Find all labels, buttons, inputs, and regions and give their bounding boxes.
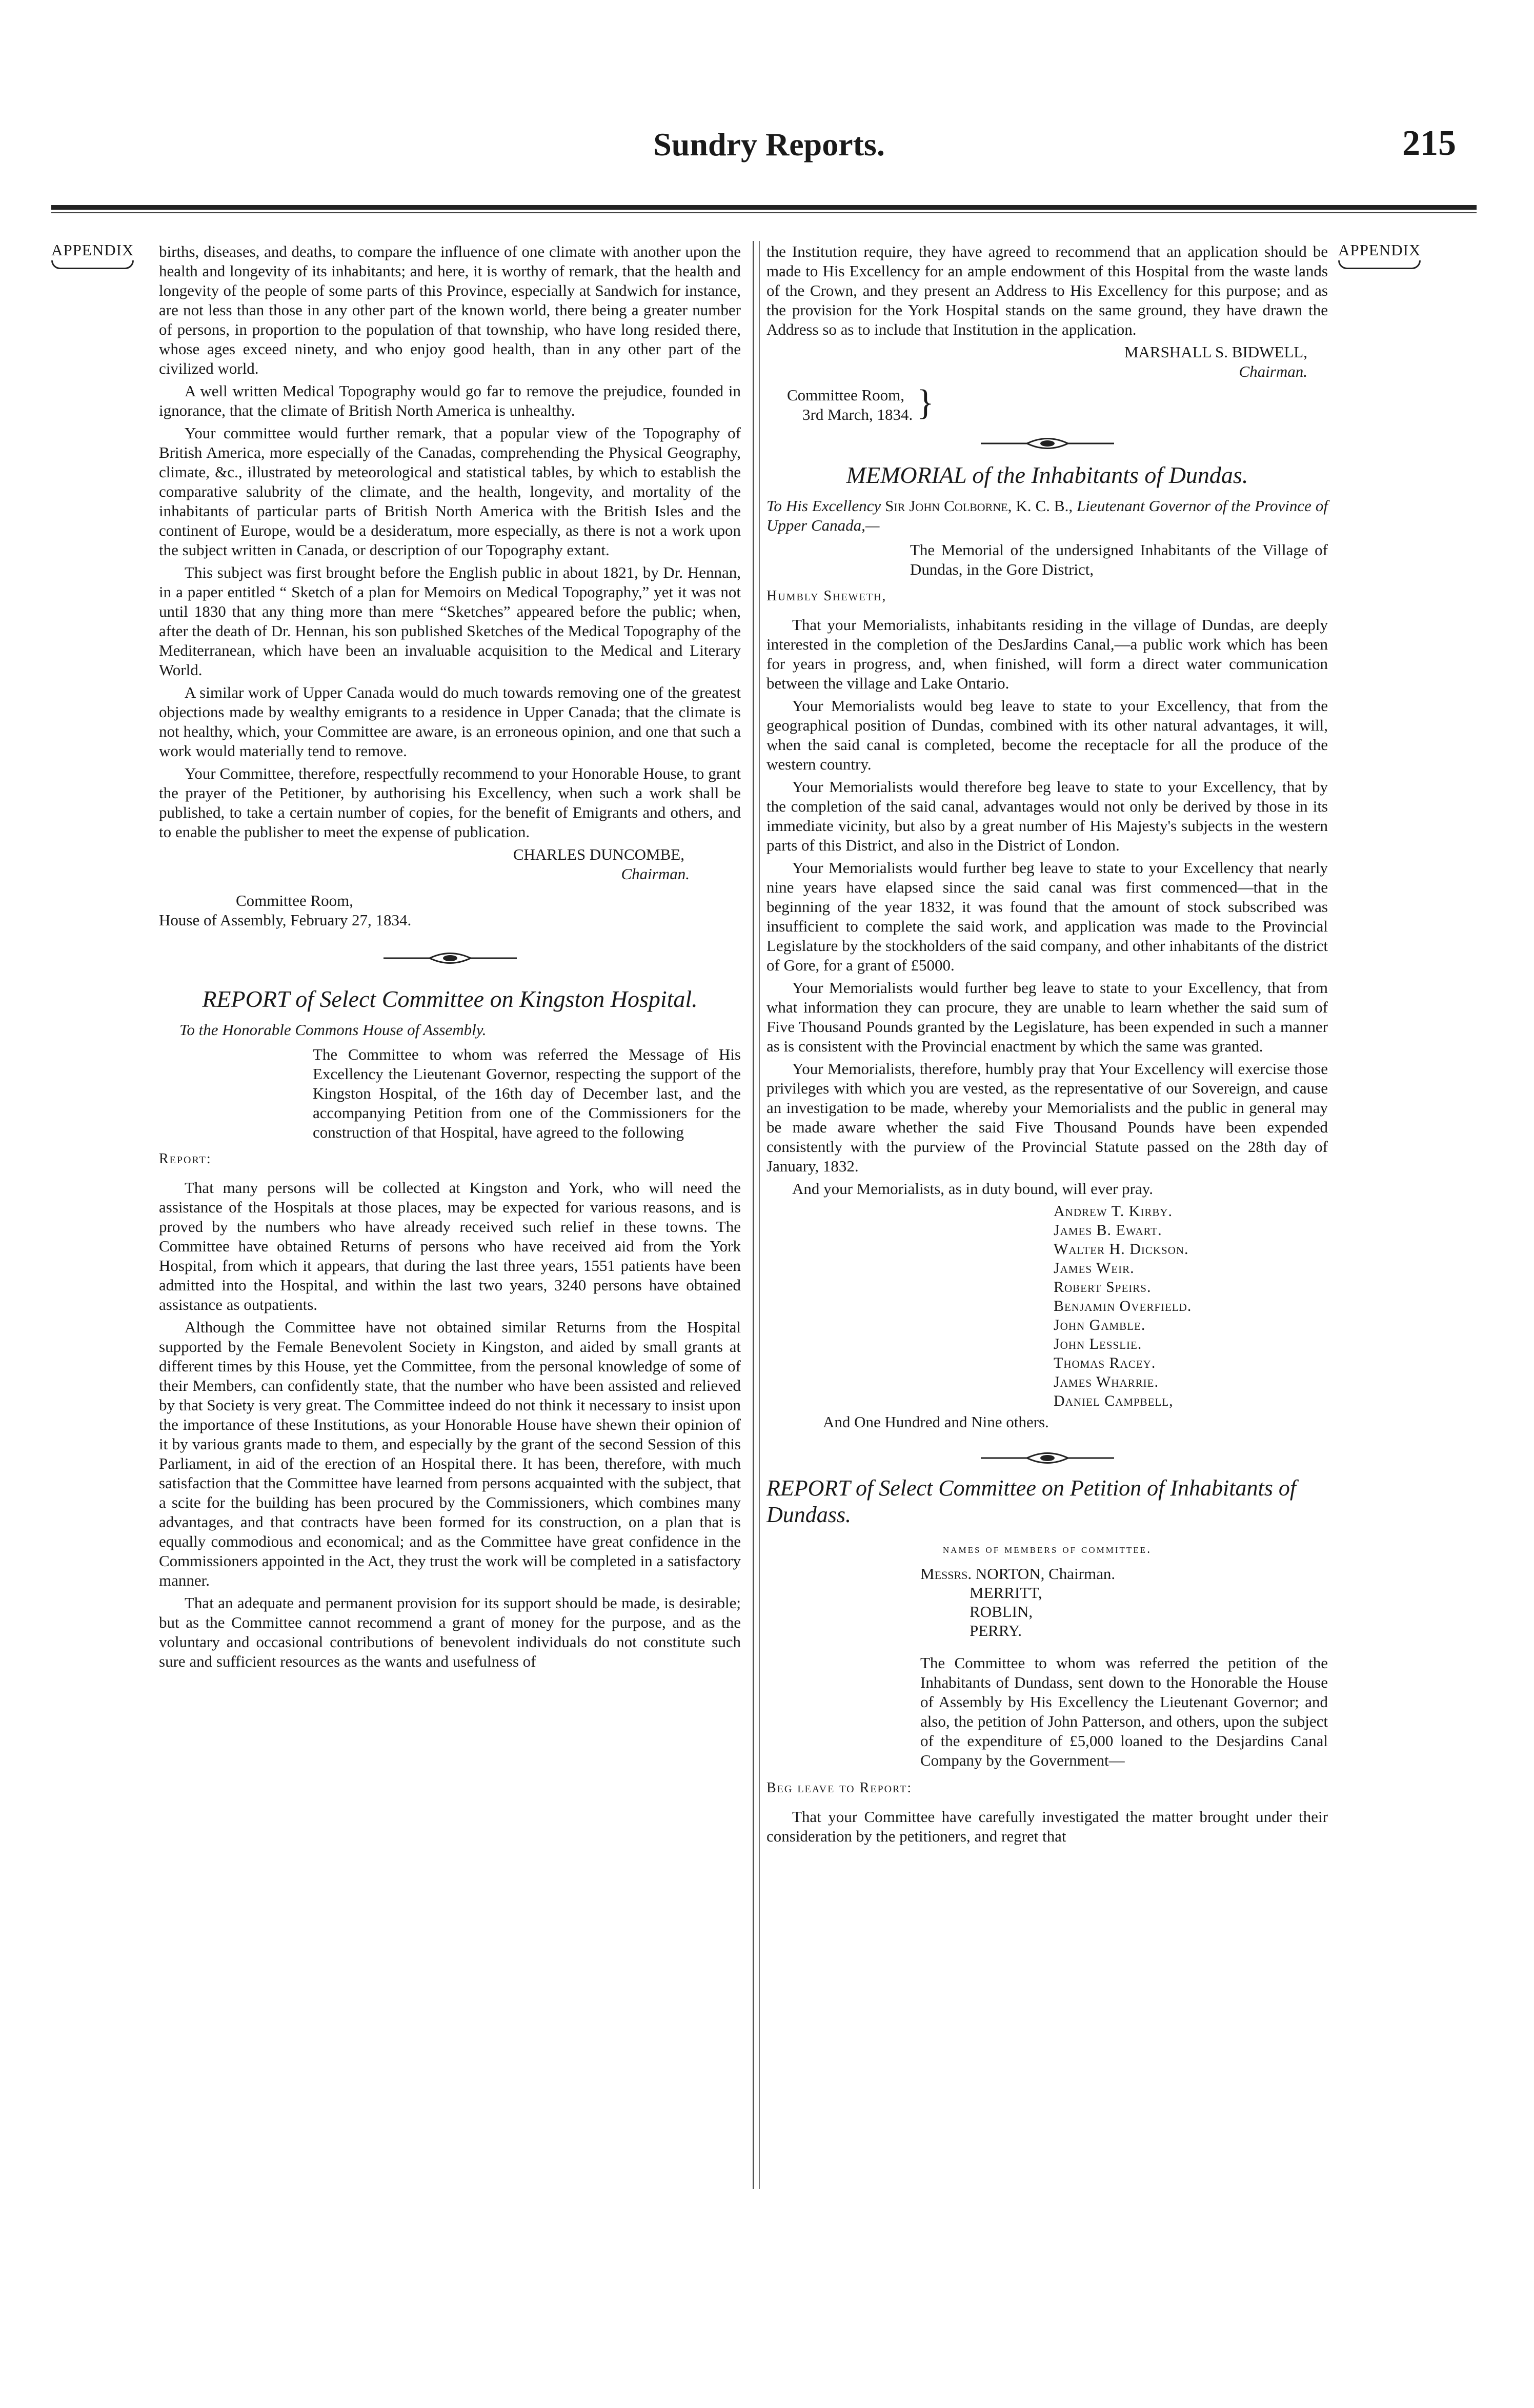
right-column <box>766 242 1328 1849</box>
header-rule-thin <box>51 212 1477 213</box>
ornament-divider-icon <box>159 950 741 966</box>
report-label: Report: <box>159 1151 212 1167</box>
signer-name: Robert Speirs. <box>1054 1279 1152 1296</box>
brace-decoration <box>51 260 134 269</box>
signers-list <box>1054 1202 1328 1410</box>
signature-name: MARSHALL S. BIDWELL, <box>1124 343 1307 361</box>
members-heading: names of members of committee. <box>942 1543 1152 1556</box>
member-row: Messrs. NORTON, Chairman. <box>920 1565 1116 1583</box>
place-line: Committee Room, <box>236 892 354 909</box>
date-lines <box>787 386 913 424</box>
paragraph: A well written Medical Topography would go far to remove the prejudice, founded in ignorance, that the climate of British North America is unhealthy. <box>159 382 741 419</box>
paragraph: the Institution require, they have agreed to recommend that an application should be made to His Excellency for an ample endowment of this Hospital from the waste lands of the Crown, and they present an Address to His Excellency for this purpose; and as the provision for the York Hospital stands on the same ground, they have drawn the Address so as to include that Institution in the application. <box>766 242 1328 338</box>
paragraph: And your Memorialists, as in duty bound, will ever pray. <box>792 1180 1153 1198</box>
page-number: 215 <box>1402 124 1456 163</box>
paragraph: This subject was first brought before the English public in about 1821, by Dr. Hennan, in a paper entitled “ Sketch of a plan for Memoirs on Medical Topography,” yet it was not until 1830 that any thing more than mere “Sketches” appeared before the public; when, after the death of Dr. Hennan, his son published Sketches of the Medical Topography of the Mediterranean, which have been an invaluable acquisition to the Medical and Literary World. <box>159 563 741 679</box>
appendix-label-left: APPENDIX <box>51 241 134 269</box>
intro-block: The Committee to whom was referred the Message of His Excellency the Lieutenant Governor, respecting the support of the Kingston Hospital, of the 16th day of December last, and the accompanying Petition from one of the Commissioners for the construction of that Hospital, have agreed to the following <box>313 1045 741 1141</box>
humbly-sheweth: Humbly Sheweth, <box>766 588 887 604</box>
report2-intro: The Committee to whom was referred the petition of the Inhabitants of Dundass, sent down to the Honorable the House of Assembly by His Excellency the Lieutenant Governor; and also, the petition of John Patterson, and others, upon the subject of the expenditure of £5,000 loaned to the Desjardins Canal Company by the Government— <box>920 1654 1328 1769</box>
signer-name: John Lesslie. <box>1054 1335 1142 1352</box>
address-line: To the Honorable Commons House of Assembly. <box>179 1021 487 1039</box>
signer-name: James Wharrie. <box>1054 1373 1159 1390</box>
signature-name: CHARLES DUNCOMBE, <box>513 845 684 863</box>
signature-role: Chairman. <box>1239 362 1307 380</box>
report-label: Beg leave to Report: <box>766 1780 913 1796</box>
place-date-line: House of Assembly, February 27, 1834. <box>159 911 412 929</box>
signer-name: Benjamin Overfield. <box>1054 1298 1192 1314</box>
ornament-divider-icon <box>766 436 1328 451</box>
signer-name: Walter H. Dickson. <box>1054 1241 1189 1258</box>
section-title: MEMORIAL of the Inhabitants of Dundas. <box>846 462 1248 488</box>
brace-icon: } <box>917 383 934 422</box>
member-row: PERRY. <box>970 1622 1022 1640</box>
column-divider <box>753 241 754 2189</box>
column-divider <box>759 241 760 2189</box>
brace-decoration <box>1338 260 1421 269</box>
paragraph: That many persons will be collected at Kingston and York, who will need the assistance of the Hospitals at those places, may be expected for various reasons, and is proved by the numbers who have already received such relief in these towns. The Committee have obtained Returns of persons who have received aid from the York Hospital, from which it appears, that during the last three years, 1551 patients have been admitted into the Hospital, and within the last two years, 3240 persons have obtained assistance as outpatients. <box>159 1179 741 1313</box>
section-title: REPORT of Select Committee on Petition of Inhabitants of Dundass. <box>766 1475 1297 1527</box>
paragraph: Your Memorialists would beg leave to state to your Excellency, that from the geographical position of Dundas, combined with its other natural advantages, it will, when the said canal is completed, become the receptacle for all the produce of the western country. <box>766 697 1328 773</box>
place-line: Committee Room, <box>787 386 905 404</box>
left-column <box>159 242 741 1674</box>
paragraph: That your Committee have carefully investigated the matter brought under their consideration by the petitioners, and regret that <box>766 1808 1328 1845</box>
paragraph: Your Memorialists, therefore, humbly pray that Your Excellency will exercise those privileges with which you are vested, as the representative of our Sovereign, and cause an investigation to be made, whereby your Memorialists and the public in general may be made aware whether the said Five Thousand Pounds have been expended consistently with the purview of the Provincial Statute passed on the 28th day of January, 1832. <box>766 1060 1328 1175</box>
paragraph: Your Committee, therefore, respectfully recommend to your Honorable House, to grant the prayer of the Petitioner, by authorising his Excellency, when such a work shall be published, to take a certain number of copies, for the benefit of Emigrants and others, and to enable the publisher to meet the expense of publication. <box>159 764 741 841</box>
appendix-label-right: APPENDIX <box>1338 241 1421 269</box>
signer-name: Andrew T. Kirby. <box>1054 1203 1173 1220</box>
paragraph: births, diseases, and deaths, to compare the influence of one climate with another upon the health and longevity of its inhabitants; and here, it is worthy of remark, that the health and longevity of the people of some parts of this Province, especially at Sandwich for instance, are not less than those in any other part of the known world, there being a greater number of persons, in proportion to the population of that township, who have long resided there, whose ages exceed ninety, and who enjoy good health, than in any other part of the civilized world. <box>159 242 741 377</box>
signer-name: James B. Ewart. <box>1054 1222 1162 1239</box>
signer-name: Thomas Racey. <box>1054 1354 1156 1371</box>
member-row: MERRITT, <box>970 1584 1042 1602</box>
running-title: Sundry Reports. <box>653 126 885 163</box>
ornament-divider-icon <box>766 1450 1328 1466</box>
paragraph: Your Memorialists would further beg leave to state to your Excellency, that from what information they can procure, they are unable to learn whether the said sum of Five Thousand Pounds granted by the Legislature, has been expended in such a manner as is consistent with the Provincial enactment by which the same was granted. <box>766 979 1328 1055</box>
address-line: To His Excellency Sir John Colborne, K. C. B., Lieutenant Governor of the Province of Upper Canada,— <box>766 497 1328 534</box>
paragraph: Your Memorialists would further beg leave to state to your Excellency that nearly nine years have elapsed since the said canal was first commenced—that in the beginning of the year 1832, it was found that the amount of stock subscribed was insufficient to complete the said work, and application was made to the Provincial Legislature by the stockholders of the said company, and other inhabitants of the district of Gore, for a grant of £5000. <box>766 859 1328 974</box>
signer-name: Daniel Campbell, <box>1054 1392 1174 1409</box>
section-title: REPORT of Select Committee on Kingston Hospital. <box>202 986 698 1012</box>
paragraph: Your committee would further remark, that a popular view of the Topography of British America, more especially of the Canadas, comprehending the Physical Geography, climate, &c., illustrated by meteorological and statistical tables, by which to establish the comparative salubrity of the climate, and the health, longevity, and mortality of the inhabitants of particular parts of British North America with the British Isles and the continent of Europe, would be a desideratum, more especially, as there is not a work upon the subject written in Canada, or description of our Topography extant. <box>159 424 741 559</box>
signer-name: James Weir. <box>1054 1260 1135 1277</box>
signature-role: Chairman. <box>621 865 690 883</box>
date-line: 3rd March, 1834. <box>802 406 913 423</box>
paragraph: A similar work of Upper Canada would do much towards removing one of the greatest objections made by wealthy emigrants to a residence in Upper Canada; that the climate is not healthy, which, your Committee are aware, is an erroneous opinion, and one that such a work would materially tend to remove. <box>159 683 741 760</box>
paragraph: Although the Committee have not obtained similar Returns from the Hospital supported by the Female Benevolent Society in Kingston, and aided by small grants at different times by this House, yet the Committee, from the personal knowledge of some of their Members, can confidently state, that the number who have been assisted and relieved by that Society is very great. The Committee indeed do not think it necessary to insist upon the importance of these Institutions, as your Honorable House have shewn their opinion of it by various grants made to them, and especially by the grant of the second Session of this Parliament, in aid of the erection of an Hospital there. It has been, therefore, with much satisfaction that the Committee have learned from persons acquainted with the subject, that a scite for the building has been procured by the Commissioners, which combines many advantages, and that contracts have been formed for its construction, on a plan that is equally commodious and economical; and as the Committee have great confidence in the Commissioners appointed in the Act, they trust the work will be completed in a satisfactory manner. <box>159 1318 741 1589</box>
committee-place-block <box>766 383 1328 424</box>
member-row: ROBLIN, <box>970 1603 1033 1621</box>
memorial-intro: The Memorial of the undersigned Inhabitants of the Village of Dundas, in the Gore District, <box>910 541 1328 578</box>
members-list <box>920 1564 1328 1640</box>
header-rule-thick <box>51 205 1477 210</box>
paragraph: That an adequate and permanent provision for its support should be made, is desirable; but as the Committee cannot recommend a grant of money for the purpose, and as the voluntary and occasional contributions of benevolent individuals do not constitute such sure and sufficient resources as the wants and usefulness of <box>159 1594 741 1670</box>
paragraph: Your Memorialists would therefore beg leave to state to your Excellency, that by the completion of the said canal, advantages would not only be derived by those in its immediate vicinity, but also by a great number of His Majesty's subjects in the western parts of this District, and also in the District of London. <box>766 778 1328 854</box>
signer-name: John Gamble. <box>1054 1317 1146 1333</box>
paragraph: That your Memorialists, inhabitants residing in the village of Dundas, are deeply interested in the completion of the DesJardins Canal,—a public work which has been for years in progress, and, when finished, will form a direct water communication between the village and Lake Ontario. <box>766 616 1328 692</box>
others-line: And One Hundred and Nine others. <box>823 1413 1049 1431</box>
